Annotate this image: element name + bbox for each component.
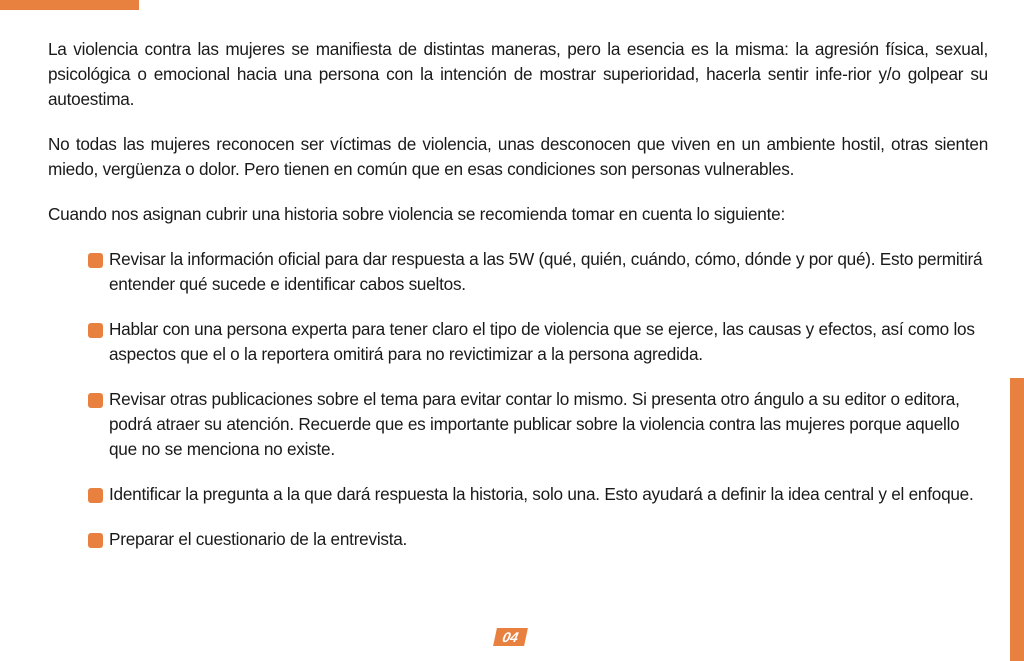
list-item-text: Hablar con una persona experta para tener claro el tipo de violencia que se ejerce, las causas y efectos, así como los aspectos que el o la reportera omitirá para no revictimizar a la persona agredida. — [109, 319, 975, 364]
page-number: 04 — [493, 628, 528, 646]
paragraph-victims: No todas las mujeres reconocen ser víctimas de violencia, unas desconocen que viven en un ambiente hostil, otras sienten miedo, vergüenza o dolor. Pero tienen en común que en esas condiciones son personas vulnerables. — [48, 134, 988, 179]
square-bullet-icon — [88, 253, 103, 268]
list-item — [48, 387, 988, 462]
list-item-text: Identificar la pregunta a la que dará respuesta la historia, solo una. Esto ayudará a definir la idea central y el enfoque. — [109, 484, 974, 504]
list-item-text: Revisar otras publicaciones sobre el tema para evitar contar lo mismo. Si presenta otro ángulo a su editor o editora, podrá atraer su atención. Recuerde que es importante publicar sobre la violencia contra las mujeres porque aquello que no se menciona no existe. — [109, 389, 960, 459]
recommendations-list — [48, 247, 988, 552]
square-bullet-icon — [88, 488, 103, 503]
paragraph-intro: La violencia contra las mujeres se manifiesta de distintas maneras, pero la esencia es la misma: la agresión física, sexual, psicológica o emocional hacia una persona con la intención de mostrar superioridad, hacerla sentir infe-rior y/o golpear su autoestima. — [48, 39, 988, 109]
list-item-text: Preparar el cuestionario de la entrevista. — [109, 529, 408, 549]
page-body — [48, 37, 988, 572]
top-accent-bar — [0, 0, 139, 10]
square-bullet-icon — [88, 533, 103, 548]
list-item — [48, 247, 988, 297]
list-item — [48, 317, 988, 367]
list-item-text: Revisar la información oficial para dar respuesta a las 5W (qué, quién, cuándo, cómo, dónde y por qué). Esto permitirá entender qué sucede e identificar cabos sueltos. — [109, 249, 983, 294]
square-bullet-icon — [88, 323, 103, 338]
list-item — [48, 527, 988, 552]
paragraph-lead-in: Cuando nos asignan cubrir una historia sobre violencia se recomienda tomar en cuenta lo siguiente: — [48, 204, 785, 224]
square-bullet-icon — [88, 393, 103, 408]
list-item — [48, 482, 988, 507]
side-accent-bar — [1010, 378, 1024, 661]
